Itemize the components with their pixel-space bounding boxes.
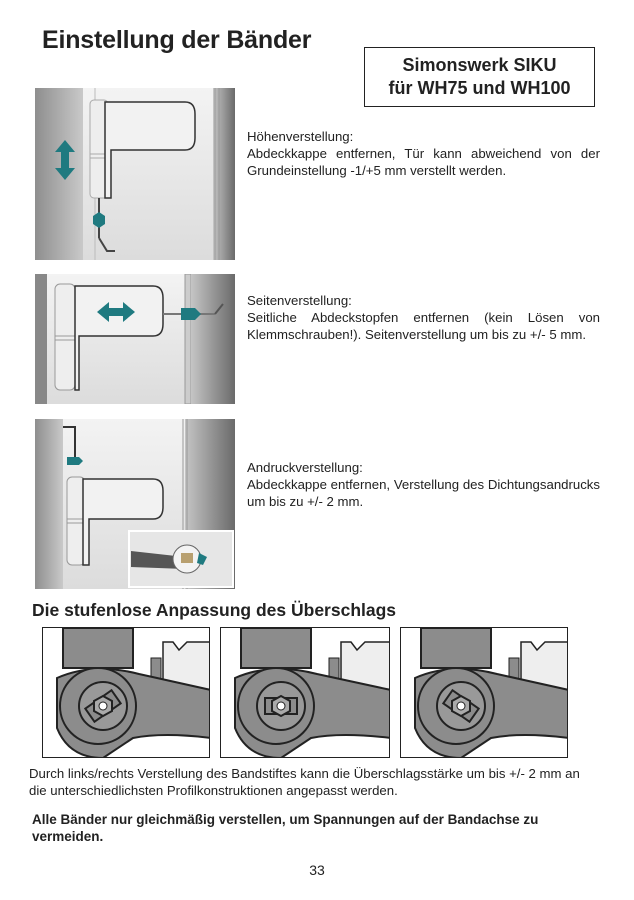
warning-note: Alle Bänder nur gleichmäßig verstellen, um Spannungen auf der Bandachse zu vermeiden. xyxy=(32,812,539,844)
model-box xyxy=(364,47,595,107)
adjustment-heading: Höhenverstellung: xyxy=(247,129,354,144)
hinge-illustration xyxy=(35,88,235,260)
adjustment-description-lateral xyxy=(247,292,600,343)
adjustment-description-height xyxy=(247,128,600,179)
overlap-diagram-left xyxy=(42,627,210,758)
adjustment-text: Seitliche Abdeckstopfen entfernen (kein Lösen von Klemmschrauben!). Seitenverstellung um bis zu +/- 5 mm. xyxy=(247,310,600,342)
hinge-lateral-adjustment-photo xyxy=(35,274,235,404)
section-title: Die stufenlose Anpassung des Überschlags xyxy=(32,600,397,620)
page-title: Einstellung der Bänder xyxy=(42,26,312,54)
hinge-illustration xyxy=(35,274,235,404)
hinge-vertical-adjustment-photo xyxy=(35,88,235,260)
hinge-cross-section-icon xyxy=(401,628,568,758)
model-variants: für WH75 und WH100 xyxy=(388,78,571,98)
adjustment-heading: Seitenverstellung: xyxy=(247,293,352,308)
hinge-compression-adjustment-photo xyxy=(35,419,235,589)
adjustment-heading: Andruckverstellung: xyxy=(247,460,363,475)
hinge-cross-section-icon xyxy=(221,628,390,758)
page-number: 33 xyxy=(309,862,325,878)
overlap-diagram-right xyxy=(400,627,568,758)
adjustment-text: Abdeckkappe entfernen, Verstellung des Dichtungsandrucks um bis zu +/- 2 mm. xyxy=(247,477,600,509)
hinge-cross-section-icon xyxy=(43,628,210,758)
adjustment-description-compression xyxy=(247,459,600,510)
hinge-illustration xyxy=(35,419,235,589)
adjustment-text: Abdeckkappe entfernen, Tür kann abweichend von der Grundeinstellung -1/+5 mm verstellt werden. xyxy=(247,146,600,178)
overlap-diagram-center xyxy=(220,627,390,758)
section-caption: Durch links/rechts Verstellung des Bandstiftes kann die Überschlagsstärke um bis +/- 2 mm an die unterschiedlichsten Profilkonstruktionen angepasst werden. xyxy=(29,766,580,798)
inset-detail-photo xyxy=(129,531,233,587)
model-name: Simonswerk SIKU xyxy=(402,55,557,75)
